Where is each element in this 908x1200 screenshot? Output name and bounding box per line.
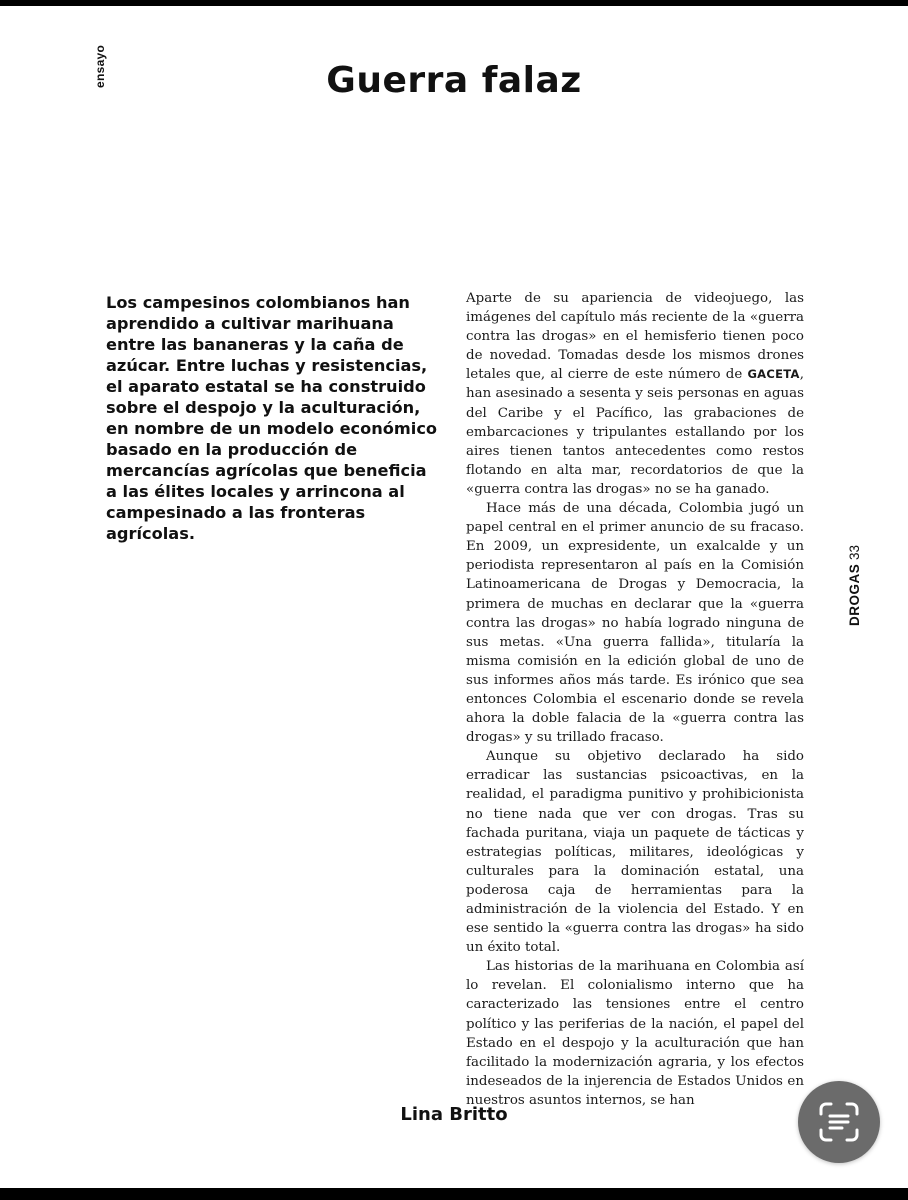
bottom-edge-bar xyxy=(0,1188,908,1200)
body-paragraph-3: Aunque su objetivo declarado ha sido erradicar las sustancias psicoactivas, en la realidad, el paradigma punitivo y prohibicionista no tiene nada que ver con drogas. Tras su fachada puritana, viaja un paquete de tácticas y estrategias políticas, militares, ideológicas y culturales para la dominación estatal, una poderosa caja de herramientas para la administración de la violencia del Estado. Y en ese sentido la «guerra contra las drogas» ha sido un éxito total. xyxy=(466,749,804,956)
article-body xyxy=(466,289,804,1110)
author-name: Lina Britto xyxy=(400,1104,508,1125)
section-label: ensayo xyxy=(93,44,107,88)
page-number: 33 xyxy=(847,544,862,560)
article-title: Guerra falaz xyxy=(326,60,582,101)
text-scan-button[interactable] xyxy=(798,1081,880,1163)
paragraph-1-text-b: , han asesinado a sesenta y seis personas en aguas del Caribe y el Pacífico, las grabaciones de embarcaciones y tripulantes estallando por los aires tienen tantos antecedentes como restos flotando en alta mar, recordatorios de que la «guerra contra las drogas» no se ha ganado. xyxy=(466,367,804,497)
magazine-name: GACETA xyxy=(747,367,800,382)
body-paragraph-4: Las historias de la marihuana en Colombia así lo revelan. El colonialismo interno que ha caracterizado las tensiones entre el centro político y las periferias de la nación, el papel del Estado en el despojo y la aculturación que han facilitado la modernización agraria, y los efectos indeseados de la injerencia de Estados Unidos en nuestros asuntos internos, se han xyxy=(466,959,804,1108)
body-paragraph-1 xyxy=(466,289,804,499)
running-head-section: DROGAS xyxy=(847,563,862,626)
running-head xyxy=(847,486,862,626)
text-scan-icon xyxy=(817,1100,861,1144)
top-edge-bar xyxy=(0,0,908,6)
body-paragraph-2: Hace más de una década, Colombia jugó un papel central en el primer anuncio de su fracaso. En 2009, un expresidente, un exalcalde y un periodista representaron al país en la Comisión Latinoamericana de Drogas y Democracia, la primera de muchas en declarar que la «guerra contra las drogas» no había logrado ninguna de sus metas. «Una guerra fallida», titularía la misma comisión en la edición global de uno de sus informes años más tarde. Es irónico que sea entonces Colombia el escenario donde se revela ahora la doble falacia de la «guerra contra las drogas» y su trillado fracaso. xyxy=(466,501,804,746)
paragraph-1-text-a: Aparte de su apariencia de videojuego, las imágenes del capítulo más reciente de la «guerra contra las drogas» en el hemisferio tienen poco de novedad. Tomadas desde los mismos drones letales que, al cierre de este número de xyxy=(466,291,804,383)
article-lede xyxy=(106,292,441,544)
lede-text: Los campesinos colombianos han aprendido a cultivar marihuana entre las bananeras y la caña de azúcar. Entre luchas y resistencias, el aparato estatal se ha construido sobre el despojo y la aculturación, en nombre de un modelo económico basado en la producción de mercancías agrícolas que beneficia a las élites locales y arrincona al campesinado a las fronteras agrícolas. xyxy=(106,293,438,543)
